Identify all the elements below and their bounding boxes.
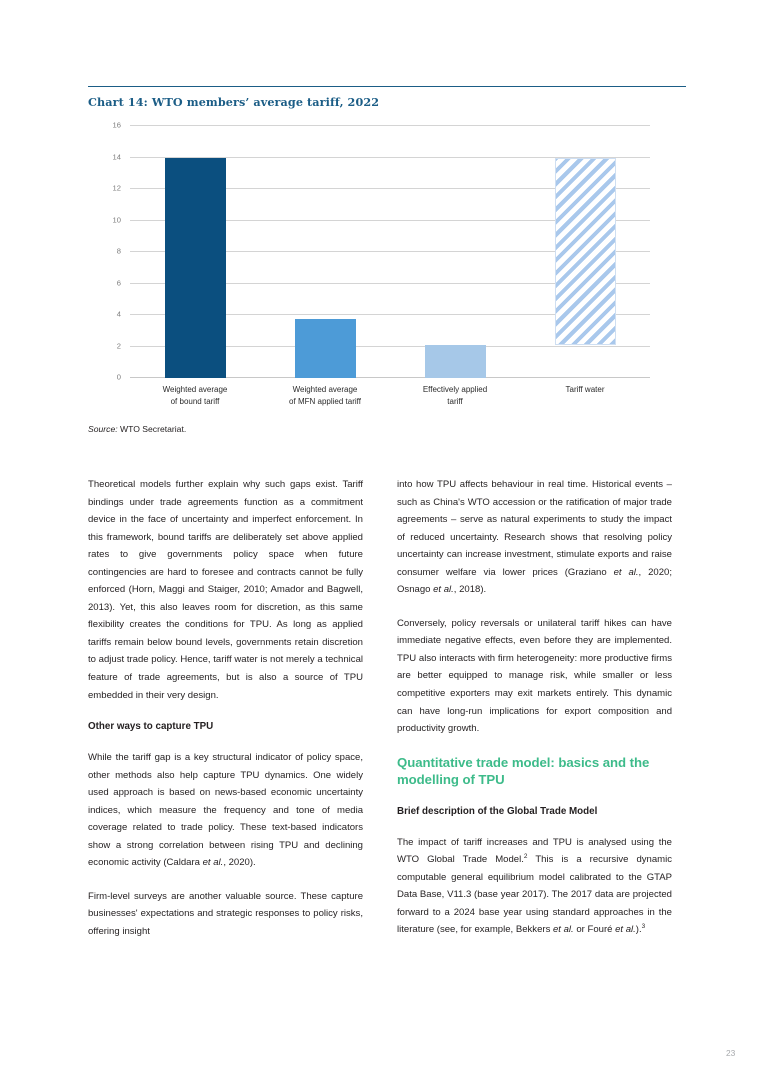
chart-figure (88, 86, 686, 406)
chart-plot-wrapper (88, 120, 686, 406)
y-axis-tick-label: 12 (112, 183, 121, 193)
paragraph-theoretical-models: Theoretical models further explain why such gaps exist. Tariff bindings under trade agreements function as a commitment device in the face of uncertainty and imperfect enforcement. In this framework, bound tariffs are deliberately set above applied rates to give governments policy space when future contingencies are hard to foresee and contracts cannot be fully enforced (Horn, Maggi and Staiger, 2010; Amador and Bagwell, 2013). Yet, this also leaves room for discretion, as this same flexibility creates the conditions for TPU. As long as applied tariffs remain below bound levels, governments retain discretion to adjust trade policy. Hence, tariff water is not merely a technical feature of trade agreements, but is also a source of TPU embedded in their very design. (88, 479, 363, 701)
source-text: WTO Secretariat. (117, 424, 187, 434)
y-axis-tick-label: 2 (116, 341, 121, 351)
paragraph-text-part: While the tariff gap is a key structural indicator of policy space, other methods also help capture TPU dynamics. One widely used approach is based on news-based economic uncertainty indices, which measure the frequency and tone of media coverage related to trade policy. These text-based indicators show a strong correlation between rising TPU and declining economic activity (Caldara (88, 752, 363, 869)
citation-et-al: et al. (553, 924, 574, 936)
paragraph-policy-reversals: Conversely, policy reversals or unilateral tariff hikes can have immediate negative effects, even before they are implemented. TPU also interacts with firm heterogeneity: more productive firms are better equipped to manage risk, while smaller or less competitive exporters may exit markets entirely. This dynamic can have long-run implications for export composition and productivity growth. (397, 617, 672, 735)
paragraph-text-part: This is a recursive dynamic computable general equilibrium model calibrated to the GTAP Data Base, V11.3 (base year 2017). The 2017 data are projected forward to a 2024 base year using standard approaches in the literature (see, for example, Bekkers (397, 854, 673, 936)
bar-weighted-average-of-mfn-applied-tariff (295, 319, 356, 379)
y-axis-tick-label: 6 (116, 278, 121, 288)
paragraph-text-part: into how TPU affects behaviour in real time. Historical events – such as China's WTO accession or the ratification of major trade agreements – serve as natural experiments to study the impact of reduced uncertainty. Research shows that resolving policy uncertainty can increase investment, stimulate exports and raise consumer welfare via lower prices (Graziano (397, 479, 672, 578)
paragraph-global-trade-model (397, 834, 672, 939)
y-axis-tick-label: 4 (116, 309, 121, 319)
chart-plot-area (112, 120, 650, 382)
page-number: 23 (726, 1048, 736, 1058)
paragraph-text-part: ). (635, 924, 642, 936)
body-column-right (397, 476, 672, 939)
paragraph-text-part: , 2018). (453, 584, 487, 596)
bar-effectively-applied-tariff (425, 345, 486, 378)
footnote-ref-3[interactable]: 3 (641, 923, 646, 931)
bar-tariff-water (555, 158, 616, 345)
y-axis-tick-label: 16 (112, 120, 121, 130)
citation-et-al: et al. (202, 857, 224, 869)
heading-other-ways-to-capture-tpu: Other ways to capture TPU (88, 721, 214, 733)
x-axis-label: Tariff water (565, 385, 605, 395)
paragraph-historical-events (397, 476, 672, 599)
footnote-ref-2[interactable]: 2 (523, 853, 528, 861)
paragraph-text-part: , 2020). (223, 857, 256, 869)
paragraph-tariff-gap-indicator (88, 749, 363, 872)
x-axis-label: Weighted average of MFN applied tariff (289, 385, 361, 406)
paragraph-text-part: or Fouré (573, 924, 616, 936)
y-axis-tick-label: 14 (112, 152, 121, 162)
chart-source (88, 424, 186, 434)
chart-top-rule (88, 86, 686, 87)
heading-quantitative-trade-model: Quantitative trade model: basics and the modelling of TPU (397, 754, 650, 788)
citation-et-al: et al. (433, 584, 454, 596)
citation-et-al: et al. (615, 924, 636, 936)
source-label: Source: (88, 424, 118, 434)
gridline-16 (112, 120, 650, 130)
paragraph-text-part: The impact of tariff increases and TPU is analysed using the WTO Global Trade Model. (397, 836, 672, 866)
y-axis-tick-label: 0 (116, 372, 121, 382)
bar-weighted-average-of-bound-tariff (165, 158, 226, 379)
x-axis-label: Effectively applied tariff (422, 385, 488, 406)
x-axis-label: Weighted average of bound tariff (162, 385, 228, 406)
paragraph-firm-level-surveys: Firm-level surveys are another valuable source. These capture businesses' expectations and strategic responses to policy risks, offering insight (88, 890, 363, 938)
y-axis-tick-label: 8 (116, 246, 121, 256)
chart-title: Chart 14: WTO members’ average tariff, 2022 (88, 95, 380, 110)
paragraph-text-part: , 2020; Osnago (397, 566, 673, 596)
citation-et-al: et al. (613, 566, 639, 578)
y-axis-tick-label: 10 (112, 215, 121, 225)
body-column-left (88, 476, 363, 941)
heading-brief-description-global-trade-model: Brief description of the Global Trade Model (397, 805, 598, 817)
